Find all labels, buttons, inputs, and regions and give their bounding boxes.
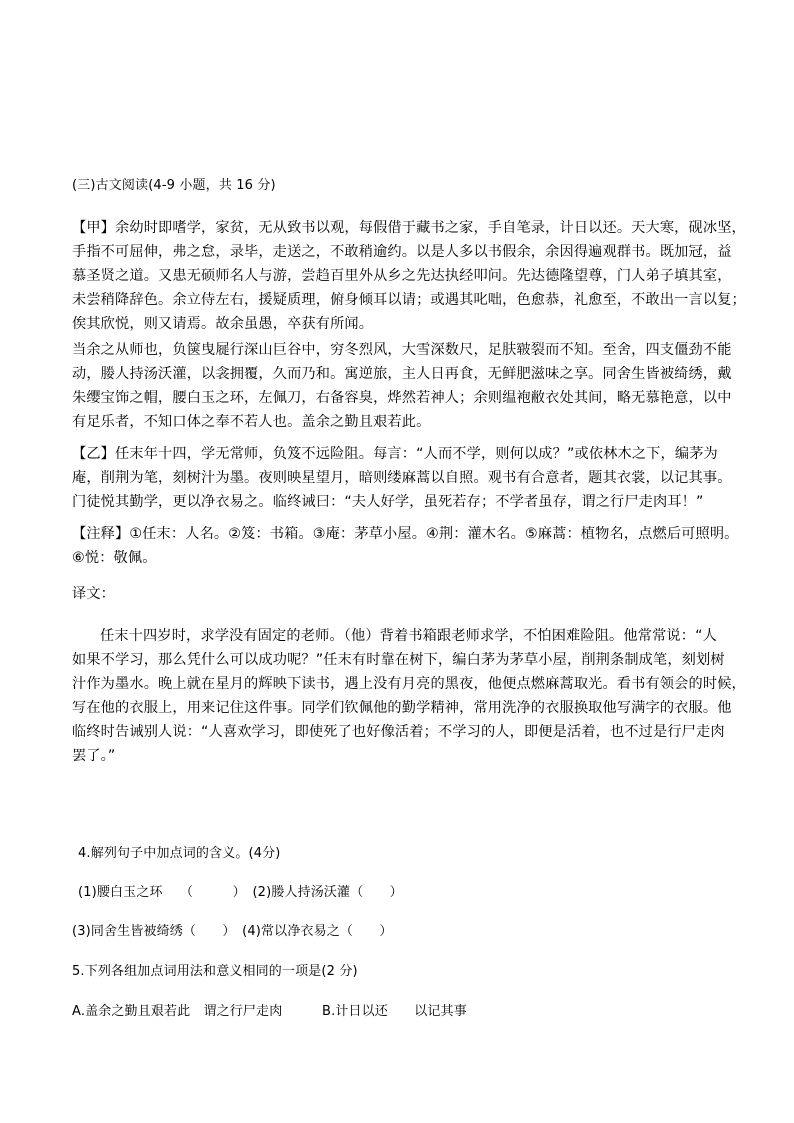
option-a: A.盖余之勤且艰若此 谓之行尸走肉 — [72, 1004, 283, 1019]
passage-line: 有足乐者，不知口体之奉不若人也。盖余之勤且艰若此。 — [72, 414, 431, 430]
translation-line: 临终时告诫别人说：“人喜欢学习，即使死了也好像活着；不学习的人，即便是活着，也不过是行尸走肉 — [72, 724, 725, 740]
translation-line: 汁作为墨水。晚上就在星月的辉映下读书，遇上没有月亮的黑夜，他便点燃麻蒿取光。看书有领会的时候， — [72, 676, 746, 692]
notes-line: 【注释】①任末：人名。②笈：书箱。③庵：茅草小屋。④荆：灌木名。⑤麻蒿：植物名，点燃后可照明。 — [72, 526, 739, 542]
passage-line: 动，媵人持汤沃灌，以衾拥覆，久而乃和。寓逆旅，主人日再食，无鲜肥滋味之享。同舍生皆被绮绣，戴 — [72, 366, 732, 382]
passage-line: 【甲】余幼时即嗜学，家贫，无从致书以观，每假借于藏书之家，手自笔录，计日以还。天大寒，砚冰坚， — [72, 220, 746, 236]
passage-line: 慕圣贤之道。又患无硕师名人与游，尝趋百里外从乡之先达执经叩问。先达德隆望尊，门人弟子填其室， — [72, 268, 732, 284]
question-stem: 5.下列各组加点词用法和意义相同的一项是(2 分) — [72, 964, 358, 979]
passage-line: 俟其欣悦，则又请焉。故余虽愚，卒获有所闻。 — [72, 316, 374, 332]
passage-line: 手指不可屈伸，弗之怠，录毕，走送之，不敢稍逾约。以是人多以书假余，余因得遍观群书。既加冠，益 — [72, 244, 732, 260]
translation-line: 如果不学习，那么凭什么可以成功呢？”任末有时靠在树下，编白茅为茅草小屋，削荆条制成笔，刻划树 — [72, 652, 725, 668]
passage-line: 未尝稍降辞色。余立侍左右，援疑质理，俯身倾耳以请；或遇其叱咄，色愈恭，礼愈至，不敢出一言以复； — [72, 292, 746, 308]
notes-line: ⑥悦：敬佩。 — [72, 550, 157, 566]
translation-line: 任末十四岁时，求学没有固定的老师。（他）背着书箱跟老师求学，不怕困难险阻。他常常说：“人 — [100, 628, 717, 644]
translation-label: 译文： — [72, 586, 116, 602]
translation-line: 写在他的衣服上，用来记住这件事。同学们钦佩他的勤学精神，常用洗净的衣服换取他写满字的衣服。他 — [72, 700, 732, 716]
question-row: (1)腰白玉之环 （ ） (2)媵人持汤沃灌（ ） — [78, 885, 403, 900]
question-stem: 4.解列句子中加点词的含义。(4分) — [78, 846, 281, 861]
translation-line: 罢了。” — [72, 748, 116, 764]
passage-line: 当余之从师也，负箧曳屣行深山巨谷中，穷冬烈风，大雪深数尺，足肤皲裂而不知。至舍，四支僵劲不能 — [72, 342, 732, 358]
passage-line: 门徒悦其勤学，更以净衣易之。临终诫曰：“夫人好学，虽死若存；不学者虽存，谓之行尸走肉耳！” — [72, 494, 704, 510]
option-b: B.计日以还 以记其事 — [322, 1004, 467, 1019]
section-title: (三)古文阅读(4-9 小题，共 16 分) — [72, 178, 276, 193]
passage-line: 庵，削荆为笔，刻树汁为墨。夜则映星望月，暗则缕麻蒿以自照。观书有合意者，题其衣裳，以记其事。 — [72, 470, 732, 486]
passage-line: 【乙】任末年十四，学无常师，负笈不远险阻。每言：“人而不学，则何以成？”或依林木之下，编茅为 — [72, 446, 718, 462]
passage-line: 朱缨宝饰之帽，腰白玉之环，左佩刀，右备容臭，烨然若神人；余则缊袍敝衣处其间，略无慕艳意，以中 — [72, 390, 732, 406]
question-row: (3)同舍生皆被绮绣（ ） (4)常以净衣易之（ ） — [72, 924, 393, 939]
